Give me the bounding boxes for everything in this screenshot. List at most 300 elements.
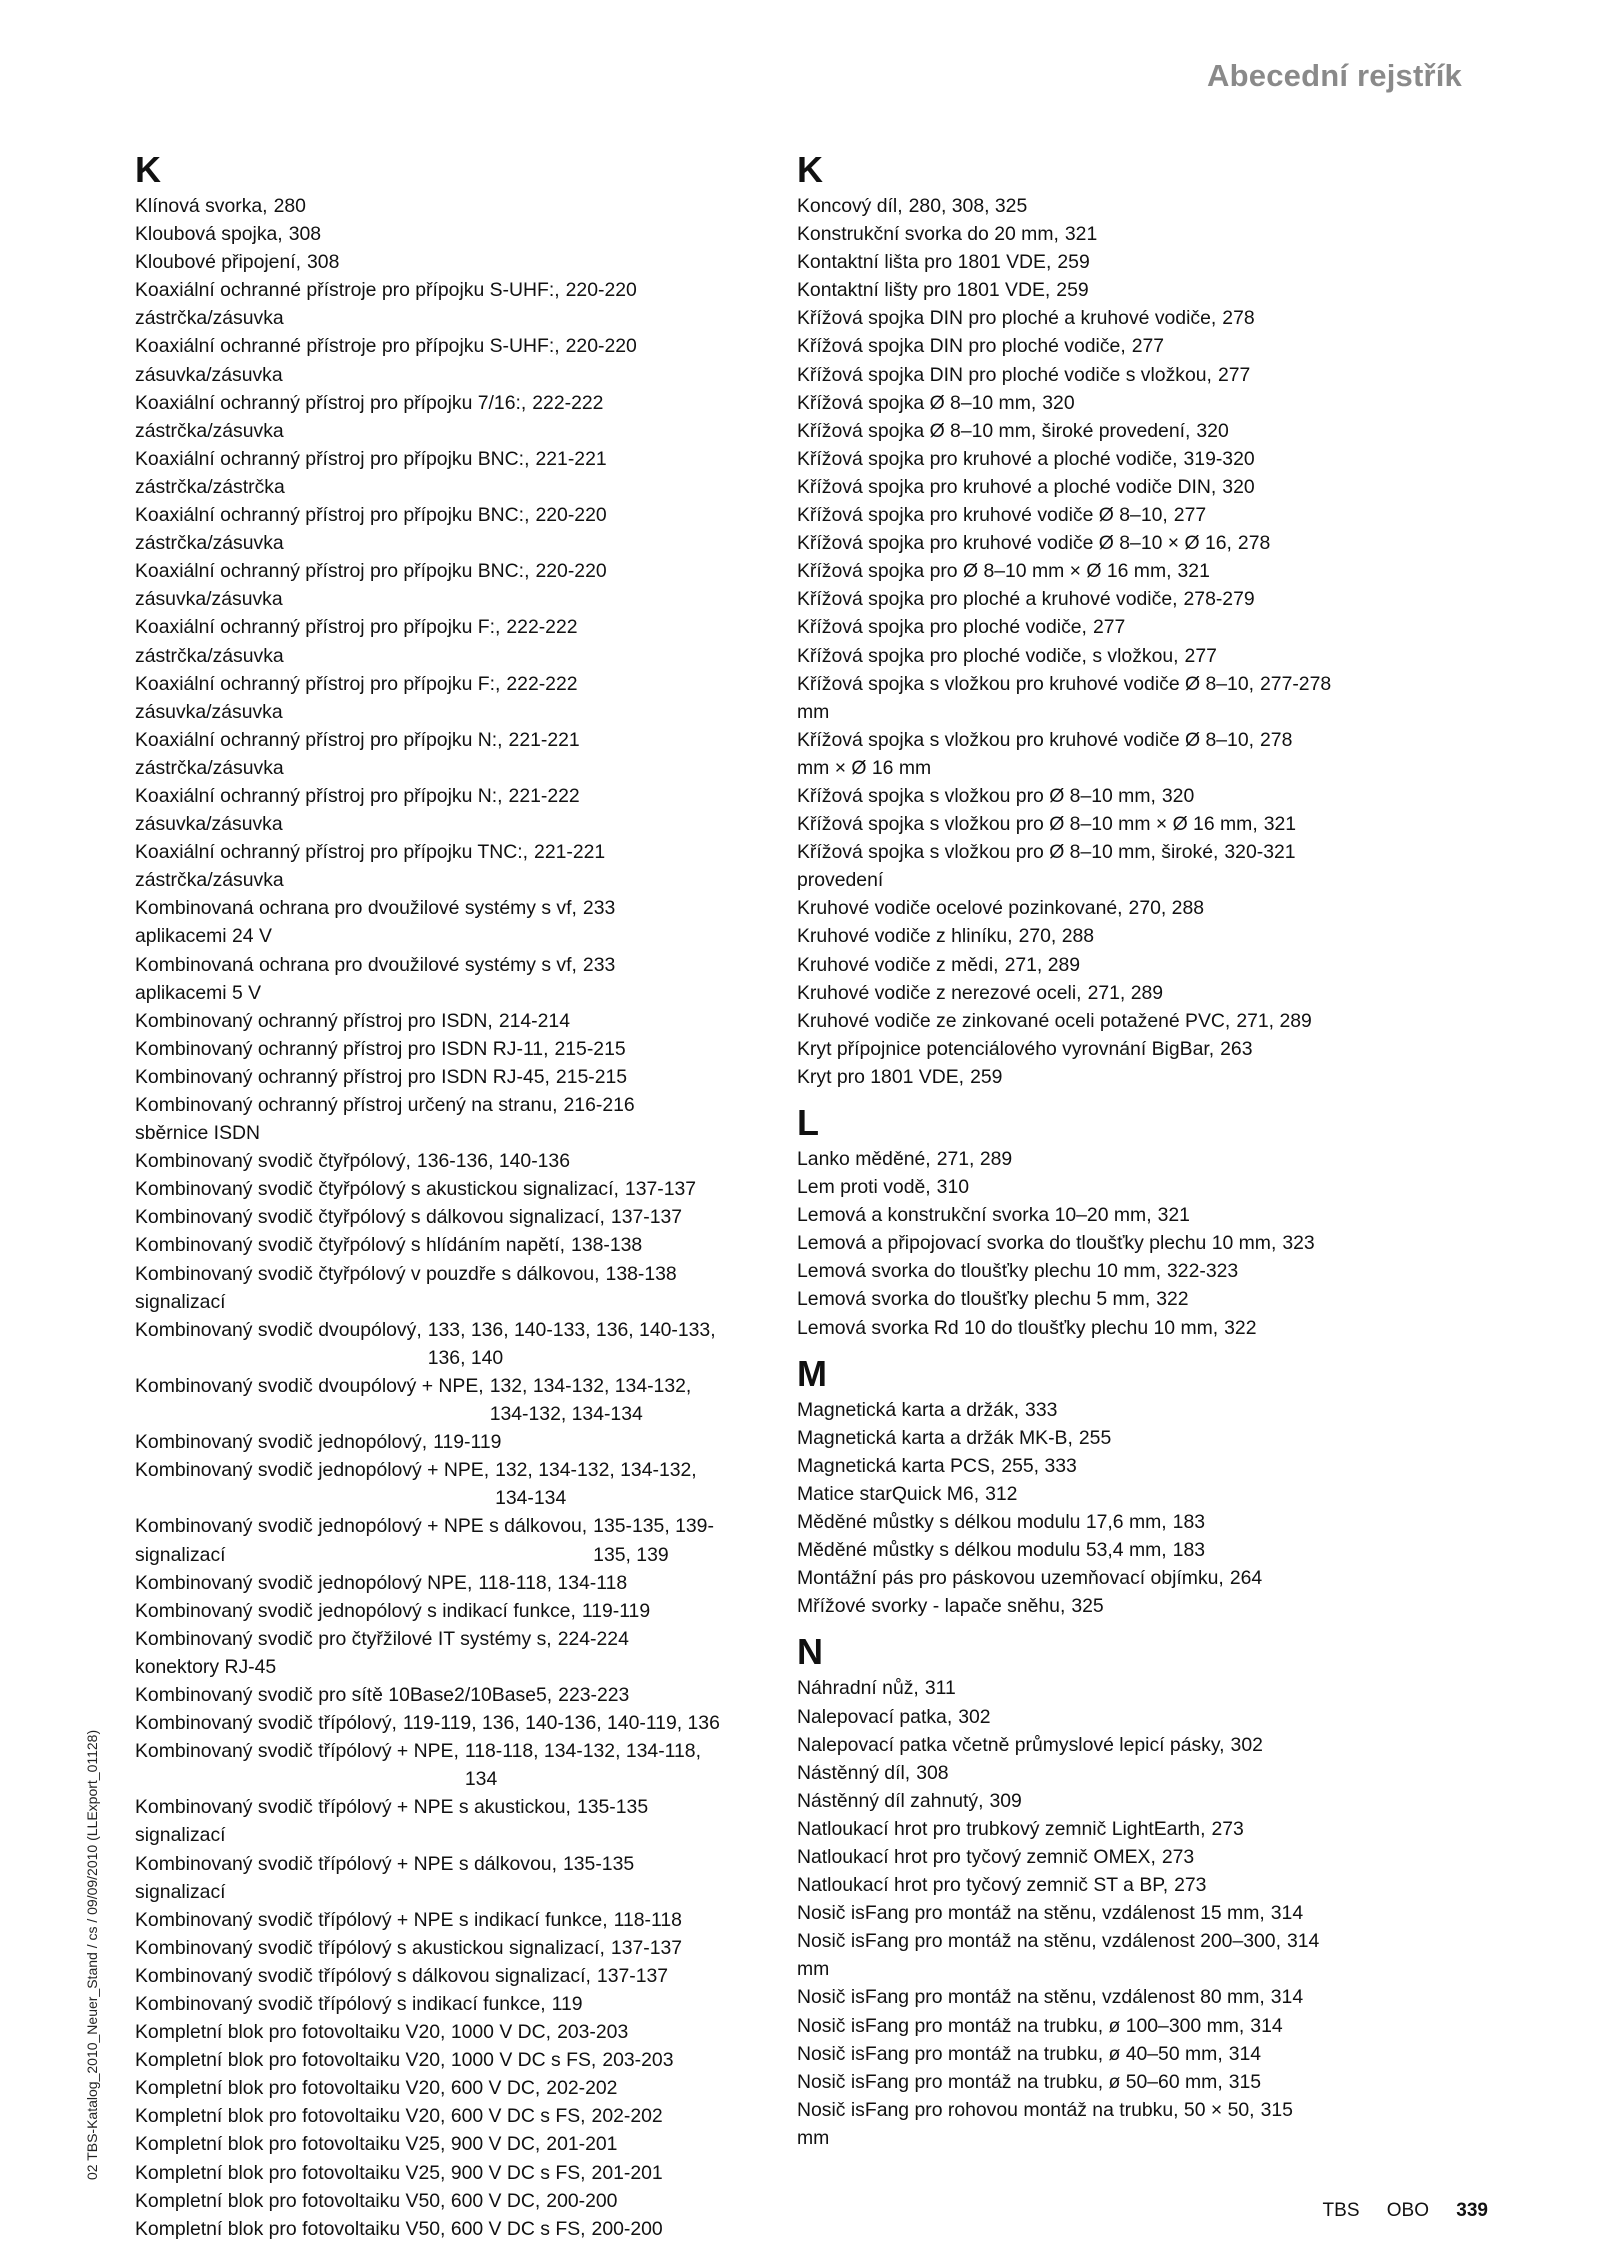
entry-continuation: mm (797, 1958, 830, 1981)
entry-pages: 308 (916, 1761, 949, 1784)
entry-text: Nástěnný díl zahnutý, (797, 1789, 984, 1812)
entry-text: Nosič isFang pro montáž na stěnu, vzdálenost 200–300, (797, 1930, 1281, 1953)
entry-text: Kombinovaný svodič jednopólový + NPE, (135, 1459, 490, 1482)
entry-pages: 222-222 (506, 672, 578, 695)
index-entry (797, 1927, 1397, 1983)
entry-text: Náhradní nůž, (797, 1677, 919, 1700)
entry-pages: 308 (288, 223, 322, 246)
entry-text: Kombinovaný svodič jednopólový s indikací funkce, (135, 1599, 576, 1622)
entry-pages: 322 (1224, 1316, 1257, 1339)
entry-pages: 278 (1237, 532, 1271, 555)
entry-pages: 119-119, 136, 140-136, 140-119, 136 (402, 1712, 720, 1735)
index-entry (797, 1983, 1397, 2011)
index-entry (797, 922, 1397, 950)
entry-text: Kombinovaný svodič čtyřpólový s dálkovou signalizací, (135, 1206, 605, 1229)
entry-pages: 223-223 (558, 1683, 630, 1706)
entry-pages: 314 (1286, 1930, 1320, 1953)
index-entry (797, 1759, 1397, 1787)
index-entry (797, 1843, 1397, 1871)
index-entry (797, 501, 1397, 529)
index-entry (797, 2068, 1397, 2096)
entry-text: Kombinovaný ochranný přístroj pro ISDN RJ-45, (135, 1065, 550, 1088)
index-entry (797, 951, 1397, 979)
entry-pages: 302 (958, 1705, 991, 1728)
entry-text: Lemová a připojovací svorka do tloušťky plechu 10 mm, (797, 1232, 1277, 1255)
entry-text: Kombinovaná ochrana pro dvoužilové systémy s vf, (135, 897, 577, 920)
index-entry (135, 1625, 785, 1681)
entry-text: Konstrukční svorka do 20 mm, (797, 223, 1059, 246)
index-entry (797, 1674, 1397, 1702)
entry-pages: 302 (1230, 1733, 1263, 1756)
entry-text: Měděné můstky s délkou modulu 53,4 mm, (797, 1539, 1167, 1562)
entry-text: Křížová spojka DIN pro ploché vodiče, (797, 335, 1126, 358)
entry-pages: 138-138 (605, 1262, 677, 1285)
index-entry (797, 782, 1397, 810)
entry-pages: 224-224 (557, 1627, 629, 1650)
entry-pages: 119 (551, 1993, 583, 2015)
index-entry (135, 1512, 785, 1568)
entry-pages: 183 (1172, 1539, 1206, 1562)
entry-text: Kombinovaný svodič třípólový + NPE, (135, 1740, 459, 1763)
entry-continuation: zástrčka/zásuvka (135, 644, 284, 667)
index-entry (797, 1480, 1397, 1508)
index-entry (797, 1787, 1397, 1815)
index-entry (797, 276, 1397, 304)
entry-pages: 221-222 (508, 784, 580, 807)
index-entry (797, 1731, 1397, 1759)
entry-pages: 333 (1025, 1398, 1058, 1421)
entry-pages: 221-221 (508, 728, 580, 751)
entry-text: Křížová spojka pro kruhové a ploché vodiče DIN, (797, 475, 1217, 498)
entry-pages: 315 (1228, 2070, 1262, 2093)
entry-pages: 203-203 (557, 2021, 629, 2044)
entry-text: Kompletní blok pro fotovoltaiku V25, 900 V DC, (135, 2133, 541, 2156)
entry-pages: 215-215 (554, 1037, 626, 1060)
entry-text: Kombinovaný svodič čtyřpólový, (135, 1150, 411, 1173)
index-entry (135, 2187, 785, 2215)
entry-text: Natloukací hrot pro trubkový zemnič LightEarth, (797, 1817, 1206, 1840)
entry-pages: 201-201 (591, 2161, 663, 2184)
entry-text: Křížová spojka DIN pro ploché a kruhové vodiče, (797, 307, 1217, 330)
entry-pages: 132, 134-132, 134-132, (489, 1374, 692, 1397)
entry-text: Kontaktní lišta pro 1801 VDE, (797, 251, 1052, 274)
entry-text: Kombinovaný ochranný přístroj pro ISDN, (135, 1009, 493, 1032)
index-entry (135, 332, 785, 388)
entry-text: Kombinovaný svodič třípólový s akustickou signalizací, (135, 1936, 605, 1959)
index-entry (135, 951, 785, 1007)
entry-text: Kombinovaný svodič třípólový, (135, 1712, 397, 1735)
section-letter: N (797, 1631, 823, 1673)
entry-text: Křížová spojka s vložkou pro Ø 8–10 mm, (797, 784, 1156, 807)
entry-text: Kombinovaný svodič třípólový s indikací funkce, (135, 1993, 546, 2015)
index-entry (135, 557, 785, 613)
entry-text: Křížová spojka pro kruhové vodiče Ø 8–10 × Ø 16, (797, 532, 1232, 555)
entry-text: Křížová spojka s vložkou pro kruhové vodiče Ø 8–10, (797, 672, 1254, 695)
entry-pages: 271, 289 (1087, 981, 1164, 1004)
entry-pages: 320 (1196, 419, 1229, 442)
index-entry (135, 1569, 785, 1597)
page-footer (1301, 2200, 1488, 2222)
index-entry (797, 445, 1397, 473)
entry-text: Kruhové vodiče z mědi, (797, 953, 999, 976)
entry-pages: 119-119 (581, 1599, 651, 1622)
index-entry (135, 1681, 785, 1709)
entry-pages-continued: 134-132, 134-134 (489, 1403, 643, 1426)
index-entry (797, 2096, 1397, 2152)
index-entry (135, 1035, 785, 1063)
side-imprint: 02 TBS-Katalog_2010_Neuer_Stand / cs / 09/09/2010 (LLExport_01128) (84, 1729, 100, 2180)
entry-pages: 203-203 (602, 2049, 674, 2072)
entry-pages: 118-118, 134-118 (478, 1571, 628, 1594)
index-entry (135, 501, 785, 557)
index-entry (135, 782, 785, 838)
index-entry (797, 726, 1397, 782)
entry-pages: 323 (1282, 1232, 1315, 1255)
entry-pages: 314 (1270, 1986, 1304, 2009)
index-entry (135, 2102, 785, 2130)
entry-text: Klínová svorka, (135, 195, 268, 217)
entry-continuation: zástrčka/zásuvka (135, 869, 284, 892)
entry-pages-continued: 136, 140 (427, 1346, 504, 1369)
section-letter: K (797, 149, 823, 190)
entry-text: Lanko měděné, (797, 1148, 931, 1170)
index-entry (135, 389, 785, 445)
entry-continuation: signalizací (135, 1824, 226, 1847)
entry-pages: 320 (1042, 391, 1075, 414)
entry-pages: 280 (273, 195, 306, 217)
entry-text: Kryt pro 1801 VDE, (797, 1065, 965, 1088)
entry-pages: 309 (989, 1789, 1022, 1812)
entry-text: Kombinovaný svodič čtyřpólový s hlídáním napětí, (135, 1234, 566, 1257)
index-entry (135, 613, 785, 669)
entry-text: Nosič isFang pro montáž na trubku, ø 50–60 mm, (797, 2070, 1223, 2093)
index-entry (797, 220, 1397, 248)
entry-text: Nosič isFang pro rohovou montáž na trubku, 50 × 50, (797, 2098, 1255, 2121)
entry-pages: 233 (582, 953, 616, 976)
index-entry (797, 1564, 1397, 1592)
entry-pages: 278 (1260, 728, 1293, 751)
section-letter: K (135, 149, 161, 190)
index-entry (797, 810, 1397, 838)
footer-brand-tbs: TBS (1322, 2200, 1360, 2221)
entry-pages: 119-119 (433, 1431, 502, 1454)
index-entry (135, 192, 785, 220)
entry-pages: 220-220 (535, 504, 607, 527)
entry-text: Kombinovaný svodič třípólový s dálkovou signalizací, (135, 1964, 591, 1987)
entry-pages: 320 (1161, 784, 1195, 807)
entry-text: Kompletní blok pro fotovoltaiku V50, 600 V DC s FS, (135, 2217, 586, 2240)
entry-pages: 259 (970, 1065, 1003, 1088)
index-entry (135, 1850, 785, 1906)
entry-pages: 255, 333 (1001, 1454, 1077, 1477)
entry-pages: 202-202 (546, 2077, 618, 2100)
index-entry (135, 670, 785, 726)
index-entry (135, 1063, 785, 1091)
entry-pages-continued: 134 (464, 1768, 498, 1791)
entry-pages: 278 (1222, 307, 1255, 330)
entry-pages: 278-279 (1183, 588, 1255, 611)
entry-pages: 271, 289 (1236, 1009, 1312, 1032)
index-entry (797, 979, 1397, 1007)
entry-pages: 270, 288 (1128, 897, 1205, 920)
index-entry (797, 1314, 1397, 1342)
index-section (135, 150, 785, 2243)
index-entry (797, 332, 1397, 360)
entry-pages: 118-118 (613, 1908, 682, 1931)
entry-continuation: aplikacemi 24 V (135, 925, 272, 948)
index-entry (797, 1592, 1397, 1620)
index-column-right (797, 150, 1397, 2152)
index-entry (797, 473, 1397, 501)
entry-pages: 264 (1229, 1567, 1263, 1590)
index-entry (797, 1452, 1397, 1480)
entry-pages: 216-216 (563, 1094, 635, 1116)
entry-text: Kompletní blok pro fotovoltaiku V20, 1000 V DC s FS, (135, 2049, 597, 2072)
entry-text: Kombinovaný svodič pro čtyřžilové IT systémy s, (135, 1627, 552, 1650)
entry-text: Nalepovací patka, (797, 1705, 953, 1728)
index-entry (797, 1536, 1397, 1564)
entry-pages: 322 (1156, 1288, 1189, 1311)
entry-text: Měděné můstky s délkou modulu 17,6 mm, (797, 1511, 1167, 1534)
index-section (797, 1103, 1397, 1342)
entry-pages: 271, 289 (1004, 953, 1081, 976)
entry-text: Kombinovaný svodič jednopólový NPE, (135, 1571, 473, 1594)
index-entry (797, 894, 1397, 922)
entry-text: Kombinovaný svodič čtyřpólový v pouzdře s dálkovou, (135, 1262, 600, 1285)
entry-pages: 320-321 (1224, 841, 1296, 864)
index-entry (135, 1709, 785, 1737)
index-entry (135, 2159, 785, 2187)
index-entry (135, 1737, 785, 1793)
index-entry (135, 1962, 785, 1990)
entry-text: Natloukací hrot pro tyčový zemnič ST a BP, (797, 1874, 1169, 1897)
entry-pages: 310 (936, 1176, 970, 1199)
entry-text: Koaxiální ochranný přístroj pro přípojku BNC:, (135, 560, 530, 583)
entry-pages: 319-320 (1183, 447, 1255, 470)
entry-pages: 321 (1157, 1204, 1190, 1227)
entry-text: Křížová spojka pro kruhové vodiče Ø 8–10, (797, 504, 1168, 527)
index-entry (797, 192, 1397, 220)
entry-pages: 259 (1057, 251, 1090, 274)
index-entry (797, 1899, 1397, 1927)
entry-continuation: zástrčka/zásuvka (135, 532, 284, 555)
entry-pages: 201-201 (546, 2133, 618, 2156)
entry-pages: 133, 136, 140-133, 136, 140-133, (427, 1318, 716, 1341)
entry-pages: 137-137 (610, 1936, 683, 1959)
entry-text: Nosič isFang pro montáž na trubku, ø 40–50 mm, (797, 2042, 1223, 2065)
entry-pages: 277 (1184, 644, 1217, 667)
index-entry (135, 248, 785, 276)
entry-text: Křížová spojka Ø 8–10 mm, široké provedení, (797, 419, 1191, 442)
index-entry (797, 1173, 1397, 1201)
entry-text: Koaxiální ochranný přístroj pro přípojku 7/16:, (135, 391, 527, 414)
entry-text: Křížová spojka s vložkou pro Ø 8–10 mm × Ø 16 mm, (797, 813, 1258, 836)
entry-text: Kompletní blok pro fotovoltaiku V25, 900 V DC s FS, (135, 2161, 586, 2184)
entry-continuation: zástrčka/zásuvka (135, 419, 284, 442)
page-number: 339 (1456, 2200, 1488, 2221)
index-entry (797, 642, 1397, 670)
entry-text: Křížová spojka pro ploché a kruhové vodiče, (797, 588, 1178, 611)
index-section (797, 1354, 1397, 1621)
entry-text: Kloubová spojka, (135, 223, 283, 246)
entry-pages: 320 (1222, 475, 1255, 498)
index-entry (135, 2215, 785, 2243)
entry-text: Křížová spojka pro ploché vodiče, (797, 616, 1087, 639)
index-entry (135, 445, 785, 501)
index-entry (797, 1201, 1397, 1229)
entry-pages: 273 (1174, 1874, 1207, 1897)
entry-text: Lemová a konstrukční svorka 10–20 mm, (797, 1204, 1152, 1227)
entry-pages: 312 (985, 1482, 1018, 1505)
entry-pages: 259 (1056, 279, 1089, 302)
index-entry (797, 1871, 1397, 1899)
index-entry (135, 220, 785, 248)
entry-text: Magnetická karta PCS, (797, 1454, 996, 1477)
entry-continuation: signalizací (135, 1543, 226, 1566)
entry-pages: 137-137 (610, 1206, 683, 1229)
entry-text: Kombinovaný svodič třípólový + NPE s akustickou, (135, 1796, 571, 1819)
index-entry (797, 557, 1397, 585)
entry-text: Křížová spojka s vložkou pro kruhové vodiče Ø 8–10, (797, 728, 1254, 751)
index-entry (797, 1285, 1397, 1313)
index-entry (135, 726, 785, 782)
entry-text: Nosič isFang pro montáž na trubku, ø 100–300 mm, (797, 2014, 1245, 2037)
entry-pages: 132, 134-132, 134-132, (495, 1459, 697, 1482)
entry-text: Koaxiální ochranný přístroj pro přípojku BNC:, (135, 447, 530, 470)
entry-text: Mřížové svorky - lapače sněhu, (797, 1595, 1066, 1618)
index-entry (797, 1063, 1397, 1091)
entry-continuation: mm (797, 700, 830, 723)
entry-pages: 220-220 (535, 560, 607, 583)
entry-text: Kombinovaný svodič třípólový + NPE s indikací funkce, (135, 1908, 608, 1931)
entry-text: Kloubové připojení, (135, 251, 302, 274)
entry-text: Nosič isFang pro montáž na stěnu, vzdálenost 80 mm, (797, 1986, 1265, 2009)
entry-text: Koaxiální ochranný přístroj pro přípojku F:, (135, 616, 501, 639)
entry-text: Křížová spojka pro Ø 8–10 mm × Ø 16 mm, (797, 560, 1172, 583)
entry-text: Matice starQuick M6, (797, 1482, 980, 1505)
index-column-left (135, 150, 785, 2243)
index-entry (135, 2130, 785, 2158)
index-entry (797, 1703, 1397, 1731)
index-entry (797, 529, 1397, 557)
entry-text: Kruhové vodiče ocelové pozinkované, (797, 897, 1123, 920)
entry-pages: 183 (1172, 1511, 1206, 1534)
index-entry (797, 1257, 1397, 1285)
entry-pages: 277 (1217, 363, 1251, 386)
entry-text: Kombinovaný svodič pro sítě 10Base2/10Base5, (135, 1683, 553, 1706)
entry-text: Magnetická karta a držák, (797, 1398, 1020, 1421)
entry-pages: 277 (1173, 504, 1207, 527)
index-entry (797, 1396, 1397, 1424)
entry-pages: 135-135 (576, 1796, 649, 1819)
entry-continuation: zásuvka/zásuvka (135, 588, 283, 611)
entry-text: Křížová spojka DIN pro ploché vodiče s vložkou, (797, 363, 1212, 386)
entry-continuation: signalizací (135, 1880, 226, 1903)
entry-text: Koaxiální ochranný přístroj pro přípojku TNC:, (135, 841, 529, 864)
index-entry (135, 1456, 785, 1512)
entry-pages: 270, 288 (1018, 925, 1095, 948)
section-letter: M (797, 1352, 827, 1394)
entry-pages: 221-221 (534, 841, 606, 864)
index-entry (135, 1428, 785, 1456)
entry-pages: 321 (1064, 223, 1098, 246)
index-entry (135, 1203, 785, 1231)
entry-text: Montážní pás pro páskovou uzemňovací objímku, (797, 1567, 1224, 1590)
index-entry (797, 417, 1397, 445)
entry-pages: 311 (924, 1677, 956, 1700)
entry-text: Nosič isFang pro montáž na stěnu, vzdálenost 15 mm, (797, 1902, 1265, 1925)
entry-continuation: zástrčka/zástrčka (135, 475, 285, 498)
entry-continuation: signalizací (135, 1290, 226, 1313)
entry-text: Křížová spojka pro kruhové a ploché vodiče, (797, 447, 1178, 470)
entry-pages: 277 (1092, 616, 1126, 639)
entry-pages: 215-215 (555, 1065, 628, 1088)
entry-pages: 222-222 (506, 616, 578, 639)
entry-text: Koaxiální ochranný přístroj pro přípojku N:, (135, 784, 503, 807)
index-entry (797, 389, 1397, 417)
entry-text: Lemová svorka do tloušťky plechu 5 mm, (797, 1288, 1151, 1311)
entry-text: Lemová svorka do tloušťky plechu 10 mm, (797, 1260, 1162, 1283)
entry-pages: 138-138 (571, 1234, 643, 1257)
entry-text: Kryt přípojnice potenciálového vyrovnání BigBar, (797, 1037, 1215, 1060)
entry-continuation: mm × Ø 16 mm (797, 756, 932, 779)
entry-pages: 135-135, 139- (593, 1515, 714, 1538)
footer-brand-obo: OBO (1386, 2200, 1430, 2221)
index-entry (135, 1260, 785, 1316)
index-entry (797, 613, 1397, 641)
entry-text: Kombinovaný svodič dvoupólový, (135, 1318, 422, 1341)
entry-text: Kombinovaný svodič jednopólový, (135, 1431, 428, 1454)
entry-text: Koncový díl, (797, 195, 903, 217)
entry-text: Kombinovaný svodič třípólový + NPE s dálkovou, (135, 1852, 557, 1875)
entry-pages: 221-221 (535, 447, 607, 470)
index-entry (135, 276, 785, 332)
index-entry (797, 1815, 1397, 1843)
entry-text: Koaxiální ochranný přístroj pro přípojku BNC:, (135, 504, 530, 527)
entry-pages: 202-202 (591, 2105, 663, 2128)
entry-text: Nalepovací patka včetně průmyslové lepicí pásky, (797, 1733, 1225, 1756)
entry-pages: 135-135 (562, 1852, 635, 1875)
index-entry (135, 2074, 785, 2102)
index-entry (135, 1597, 785, 1625)
section-letter: L (797, 1102, 819, 1143)
entry-pages: 255 (1078, 1426, 1112, 1449)
entry-text: Koaxiální ochranný přístroj pro přípojku N:, (135, 728, 503, 751)
index-entry (797, 304, 1397, 332)
entry-pages: 280, 308, 325 (908, 195, 1028, 217)
entry-text: Kontaktní lišty pro 1801 VDE, (797, 279, 1051, 302)
entry-pages: 263 (1220, 1037, 1253, 1060)
entry-text: Kruhové vodiče z hliníku, (797, 925, 1013, 948)
entry-text: Magnetická karta a držák MK-B, (797, 1426, 1073, 1449)
index-entry (135, 1007, 785, 1035)
index-entry (797, 585, 1397, 613)
index-entry (797, 838, 1397, 894)
entry-text: Nástěnný díl, (797, 1761, 911, 1784)
entry-pages: 314 (1270, 1902, 1304, 1925)
entry-text: Lemová svorka Rd 10 do tloušťky plechu 10 mm, (797, 1316, 1219, 1339)
entry-pages: 136-136, 140-136 (416, 1150, 571, 1173)
entry-pages: 321 (1263, 813, 1297, 836)
entry-continuation: aplikacemi 5 V (135, 981, 262, 1004)
index-entry (797, 1508, 1397, 1536)
entry-pages: 220-220 (565, 335, 637, 358)
entry-text: Koaxiální ochranné přístroje pro přípojku S-UHF:, (135, 279, 560, 302)
entry-text: Kompletní blok pro fotovoltaiku V50, 600 V DC, (135, 2189, 541, 2212)
index-entry (135, 1147, 785, 1175)
index-entry (135, 1231, 785, 1259)
entry-text: Kruhové vodiče ze zinkované oceli potažené PVC, (797, 1009, 1231, 1032)
